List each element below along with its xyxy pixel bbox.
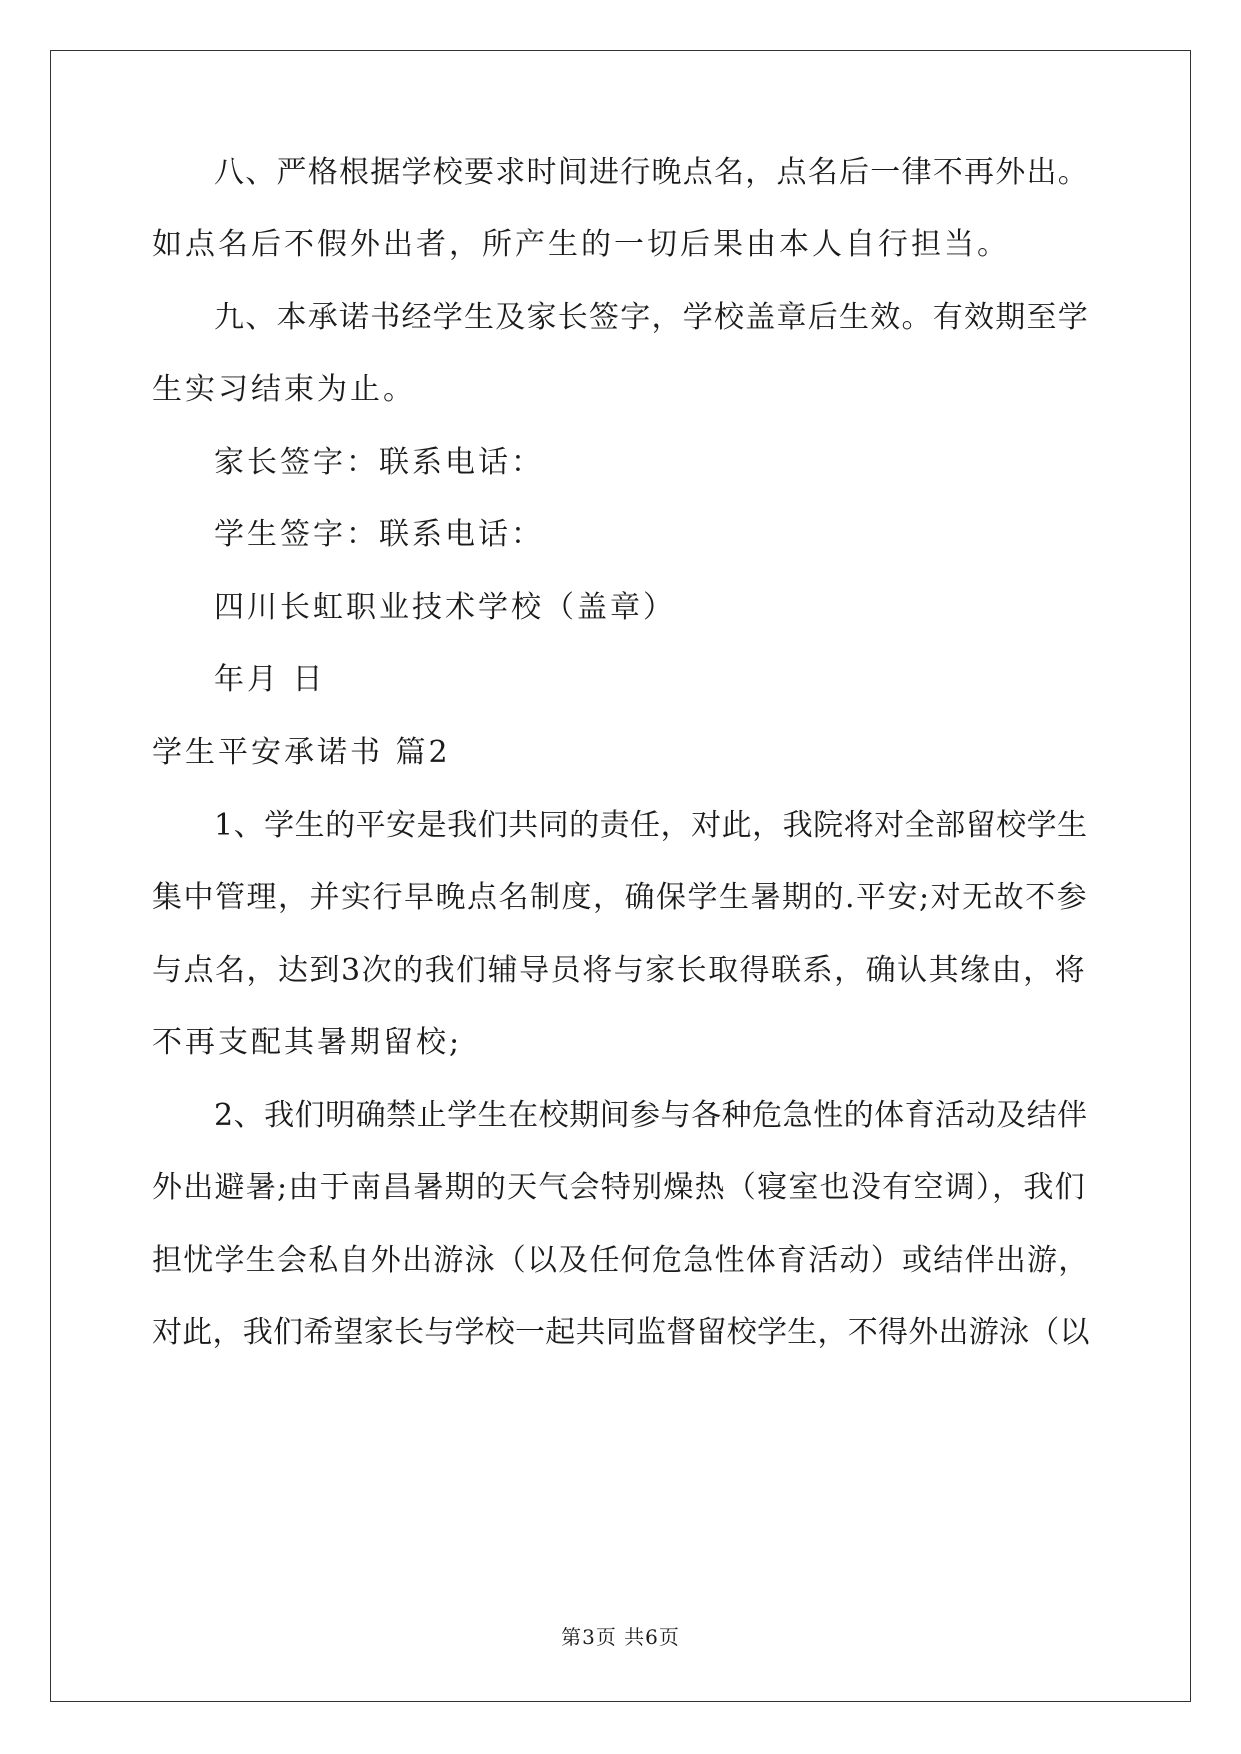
- paragraph-line: 八、严格根据学校要求时间进行晚点名，点名后一律不再外出。: [214, 155, 1089, 190]
- paragraph-line: 生实习结束为止。: [152, 372, 416, 407]
- parent-signature-line: 家长签字：联系电话：: [214, 445, 544, 480]
- student-signature-line: 学生签字：联系电话：: [214, 517, 544, 552]
- paragraph-line: 如点名后不假外出者，所产生的一切后果由本人自行担当。: [152, 227, 1010, 262]
- paragraph-line: 集中管理，并实行早晚点名制度，确保学生暑期的.平安;对无故不参: [152, 880, 1089, 915]
- paragraph-line: 外出避暑;由于南昌暑期的天气会特别燥热（寝室也没有空调），我们: [152, 1170, 1086, 1205]
- date-line: 年月 日: [214, 662, 326, 697]
- paragraph-line: 与点名，达到3次的我们辅导员将与家长取得联系，确认其缘由，将: [152, 953, 1087, 988]
- paragraph-line: 不再支配其暑期留校;: [152, 1025, 463, 1060]
- paragraph-line: 九、本承诺书经学生及家长签字，学校盖章后生效。有效期至学: [214, 300, 1089, 335]
- paragraph-line: 对此，我们希望家长与学校一起共同监督留校学生，不得外出游泳（以: [152, 1315, 1090, 1350]
- paragraph-line: 担忧学生会私自外出游泳（以及任何危急性体育活动）或结伴出游，: [152, 1243, 1090, 1278]
- school-seal-line: 四川长虹职业技术学校（盖章）: [214, 590, 676, 625]
- section-heading: 学生平安承诺书 篇2: [152, 735, 451, 770]
- paragraph-line: 1、学生的平安是我们共同的责任，对此，我院将对全部留校学生: [214, 808, 1088, 843]
- page-number-footer: 第3页 共6页: [561, 1625, 680, 1649]
- paragraph-line: 2、我们明确禁止学生在校期间参与各种危急性的体育活动及结伴: [214, 1098, 1088, 1133]
